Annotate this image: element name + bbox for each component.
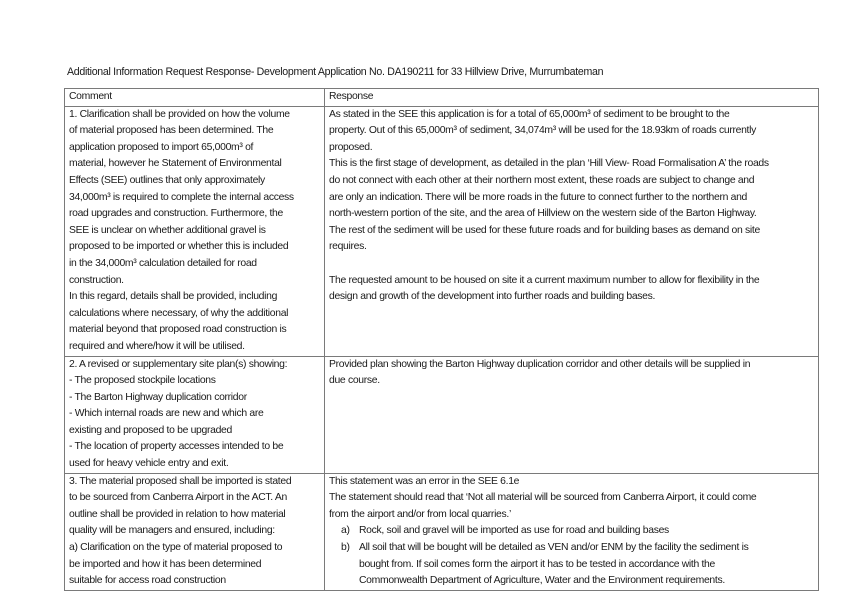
header-comment: [65, 89, 325, 107]
list-item-line: [329, 523, 814, 540]
text-line: in the 34,000m³ calculation detailed for road: [69, 257, 257, 269]
text-line: The rest of the sediment will be used for these future roads and for building bases as demand on site: [329, 224, 760, 236]
text-line: - The Barton Highway duplication corridor: [69, 391, 247, 403]
text-line: 1. Clarification shall be provided on how the volume: [69, 108, 290, 120]
list-item-text: All soil that will be bought will be detailed as VEN and/or ENM by the facility the sediment is: [359, 542, 749, 554]
table-header-row: [65, 89, 819, 107]
text-line: property. Out of this 65,000m³ of sediment, 34,074m³ will be used for the 18.93km of roads currently: [329, 125, 756, 137]
text-line: from the airport and/or from local quarries.’: [329, 508, 511, 520]
text-line: The requested amount to be housed on site it a current maximum number to allow for flexibility in the: [329, 274, 760, 286]
text-line: This is the first stage of development, as detailed in the plan ‘Hill View- Road Formalisation A’ the roads: [329, 158, 769, 170]
text-line: In this regard, details shall be provided, including: [69, 291, 278, 303]
text-line: be imported and how it has been determined: [69, 558, 262, 570]
text-line: - The proposed stockpile locations: [69, 375, 216, 387]
text-line: a) Clarification on the type of material proposed to: [69, 542, 283, 554]
text-line: of material proposed has been determined. The: [69, 125, 274, 137]
text-line: - Which internal roads are new and which are: [69, 408, 264, 420]
text-line: existing and proposed to be upgraded: [69, 424, 232, 436]
text-line: SEE is unclear on whether additional gravel is: [69, 224, 266, 236]
table-row: [65, 106, 819, 356]
text-line: quality will be managers and ensured, including:: [69, 525, 275, 537]
text-line: calculations where necessary, of why the additional: [69, 307, 289, 319]
document-title: Additional Information Request Response- Development Application No. DA190211 for 33 Hillview Drive, Murrumbateman: [67, 66, 604, 78]
response-cell: [325, 106, 819, 356]
list-item-text: bought from. If soil comes form the airport it has to be tested in accordance with the: [359, 558, 715, 570]
text-line: - The location of property accesses intended to be: [69, 441, 284, 453]
text-line: used for heavy vehicle entry and exit.: [69, 458, 229, 470]
list-item-line: [329, 573, 814, 590]
text-line: are only an indication. There will be more roads in the future to connect further to the northern and: [329, 191, 748, 203]
table-row: [65, 356, 819, 473]
text-line: 34,000m³ is required to complete the internal access: [69, 191, 294, 203]
text-line: Provided plan showing the Barton Highway duplication corridor and other details will be supplied in: [329, 358, 751, 370]
comment-cell: [65, 106, 325, 356]
text-line: material, however he Statement of Environmental: [69, 158, 282, 170]
list-marker: b): [341, 542, 350, 554]
text-line: due course.: [329, 375, 380, 387]
list-item-line: [329, 540, 814, 557]
text-line: do not connect with each other at their northern most extent, these roads are subject to change and: [329, 174, 755, 186]
header-response: [325, 89, 819, 107]
list-marker: a): [341, 525, 350, 537]
text-line: to be sourced from Canberra Airport in the ACT. An: [69, 492, 287, 504]
text-line: [329, 256, 814, 273]
table-row: [65, 473, 819, 590]
response-table: [64, 88, 819, 591]
header-comment-label: Comment: [69, 91, 112, 102]
text-line: application proposed to import 65,000m³ of: [69, 141, 254, 153]
text-line: proposed to be imported or whether this is included: [69, 241, 289, 253]
text-line: As stated in the SEE this application is for a total of 65,000m³ of sediment to be brought to the: [329, 108, 730, 120]
text-line: design and growth of the development into further roads and building bases.: [329, 291, 656, 303]
header-response-label: Response: [329, 91, 374, 102]
text-line: material beyond that proposed road construction is: [69, 324, 287, 336]
text-line: construction.: [69, 274, 124, 286]
text-line: north-western portion of the site, and the area of Hillview on the western side of the Barton Highway.: [329, 208, 757, 220]
response-cell: [325, 356, 819, 473]
text-line: 2. A revised or supplementary site plan(s) showing:: [69, 358, 288, 370]
list-item-line: [329, 557, 814, 574]
text-line: Effects (SEE) outlines that only approximately: [69, 174, 265, 186]
text-line: proposed.: [329, 141, 373, 153]
comment-cell: [65, 473, 325, 590]
list-item-text: Commonwealth Department of Agriculture, Water and the Environment requirements.: [359, 575, 725, 587]
text-line: requires.: [329, 241, 367, 253]
text-line: required and where/how it will be utilised.: [69, 340, 245, 352]
text-line: road upgrades and construction. Furthermore, the: [69, 208, 283, 220]
text-line: outline shall be provided in relation to how material: [69, 508, 286, 520]
text-line: This statement was an error in the SEE 6.1e: [329, 475, 520, 487]
response-cell: [325, 473, 819, 590]
list-item-text: Rock, soil and gravel will be imported as use for road and building bases: [359, 525, 669, 537]
text-line: 3. The material proposed shall be imported is stated: [69, 475, 292, 487]
text-line: suitable for access road construction: [69, 575, 226, 587]
comment-cell: [65, 356, 325, 473]
text-line: The statement should read that ‘Not all material will be sourced from Canberra Airport, it could come: [329, 492, 757, 504]
